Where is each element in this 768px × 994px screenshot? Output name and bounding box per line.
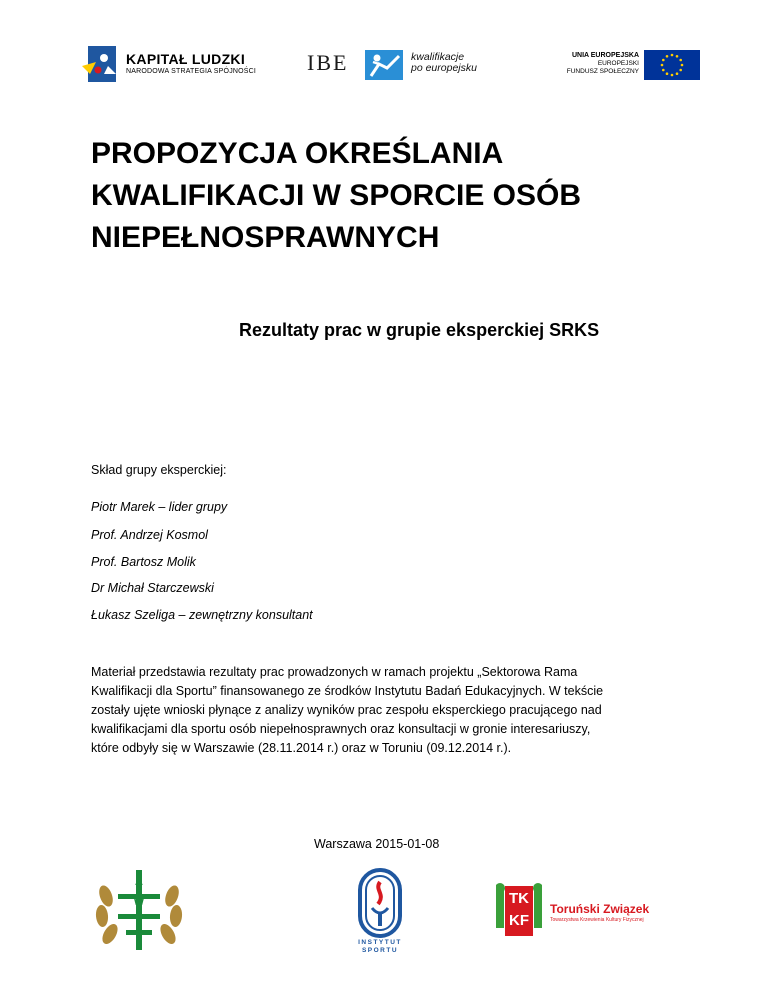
eu-line3: FUNDUSZ SPOŁECZNY — [566, 68, 639, 75]
kapital-ludzki-logo — [80, 44, 260, 84]
ibe-logo — [307, 50, 497, 84]
awf-letter: F — [135, 916, 143, 928]
kapital-ludzki-emblem-icon — [80, 44, 122, 84]
paragraph-line: które odbyły się w Warszawie (28.11.2014 r.) oraz w Toruniu (09.12.2014 r.). — [91, 741, 512, 755]
ibe-tagline-line1: kwalifikacje — [411, 51, 465, 63]
eu-logo — [552, 50, 702, 82]
torunski-name: Toruński Związek — [550, 902, 650, 916]
eu-line1: UNIA EUROPEJSKA — [571, 52, 639, 59]
paragraph-line: Materiał przedstawia rezultaty prac prowadzonych w ramach projektu „Sektorowa Rama — [91, 665, 578, 679]
tkkf-top: TK — [509, 890, 529, 907]
paragraph-line: kwalifikacjami dla sportu osób niepełnosprawnych oraz konsultacji w gronie interesariuszy, — [91, 722, 591, 736]
torunski-zwiazek-logo — [496, 880, 666, 940]
tkkf-badge-text — [505, 888, 533, 932]
instytut-sportu-logo — [352, 868, 408, 956]
ibe-figure-icon — [365, 50, 403, 80]
instytut-sportu-line2: SPORTU — [361, 947, 399, 954]
title-line1: PROPOZYCJA OKREŚLANIA — [91, 137, 504, 170]
kapital-ludzki-subtitle: NARODOWA STRATEGIA SPÓJNOŚCI — [126, 68, 257, 75]
eu-line2: EUROPEJSKI — [597, 60, 639, 67]
document-subtitle: Rezultaty prac w grupie eksperckiej SRKS — [239, 320, 600, 340]
member-item: Łukasz Szeliga – zewnętrzny konsultant — [91, 608, 313, 622]
paragraph-line: Kwalifikacji dla Sportu” finansowanego ze środków Instytutu Badań Edukacyjnych. W tekście — [91, 684, 604, 698]
member-item: Prof. Bartosz Molik — [91, 555, 196, 569]
kapital-ludzki-title: KAPITAŁ LUDZKI — [126, 51, 246, 67]
awf-letter: A — [135, 876, 143, 888]
document-title — [91, 133, 651, 259]
awf-logo — [92, 866, 186, 954]
paragraph-line: zostały ujęte wnioski płynące z analizy wyników prac zespołu eksperckiego pracującego nad — [91, 703, 602, 717]
member-item: Piotr Marek – lider grupy — [91, 500, 228, 514]
instytut-sportu-emblem-icon — [352, 868, 408, 938]
ibe-name: IBE — [307, 50, 349, 75]
eu-flag-icon — [644, 50, 700, 80]
group-label: Skład grupy eksperckiej: — [91, 463, 227, 477]
awf-letter: W — [133, 896, 145, 908]
member-item: Prof. Andrzej Kosmol — [91, 528, 208, 542]
member-item: Dr Michał Starczewski — [91, 581, 214, 595]
title-line3: NIEPEŁNOSPRAWNYCH — [91, 221, 440, 254]
place-date: Warszawa 2015-01-08 — [314, 837, 440, 851]
awf-letters — [92, 866, 186, 932]
ibe-tagline-line2: po europejsku — [411, 62, 477, 74]
torunski-sub: Towarzystwa Krzewienia Kultury Fizycznej — [550, 917, 644, 923]
title-line2: KWALIFIKACJI W SPORCIE OSÓB — [91, 179, 582, 212]
instytut-sportu-line1: INSTYTUT — [358, 939, 402, 946]
description-paragraph — [91, 663, 681, 758]
tkkf-bottom: KF — [509, 912, 529, 929]
